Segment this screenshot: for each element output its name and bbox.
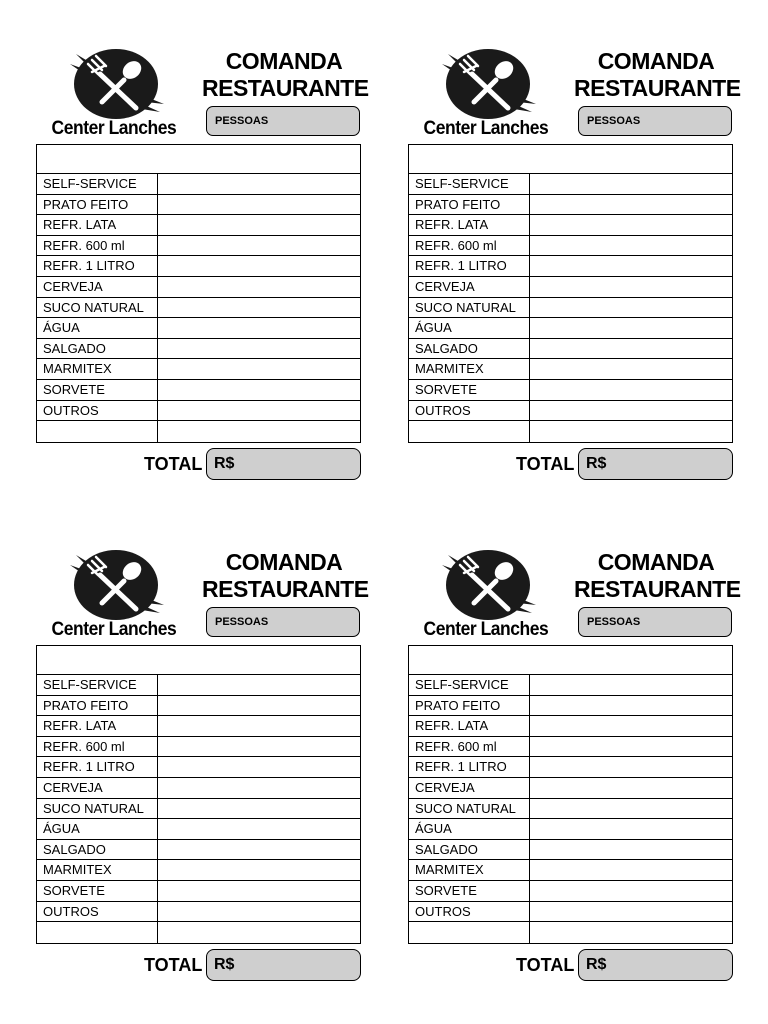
item-value-cell[interactable] (158, 277, 360, 297)
items-rows (409, 174, 732, 442)
table-row (37, 236, 360, 257)
items-table (408, 645, 733, 944)
table-row (409, 819, 732, 840)
item-label: SELF-SERVICE (37, 675, 158, 695)
table-row (37, 277, 360, 298)
item-label: OUTROS (409, 902, 530, 922)
item-value-cell[interactable] (158, 860, 360, 880)
currency-label: R$ (214, 455, 235, 472)
title-line-1: COMANDA (597, 549, 715, 575)
table-row (409, 737, 732, 758)
item-value-cell[interactable] (158, 380, 360, 400)
fork-and-spoon-icon (438, 46, 538, 126)
item-label: REFR. LATA (409, 716, 530, 736)
page-title (202, 48, 369, 102)
item-label: SORVETE (37, 380, 158, 400)
table-row (409, 860, 732, 881)
table-row (37, 174, 360, 195)
item-value-cell[interactable] (158, 922, 360, 943)
table-row (409, 236, 732, 257)
table-row (37, 318, 360, 339)
table-row (37, 298, 360, 319)
items-rows (37, 174, 360, 442)
table-row (409, 195, 732, 216)
item-value-cell[interactable] (158, 339, 360, 359)
items-rows (409, 675, 732, 943)
item-label: REFR. 1 LITRO (409, 757, 530, 777)
item-label: SUCO NATURAL (37, 799, 158, 819)
item-value-cell[interactable] (530, 236, 732, 256)
item-label: OUTROS (37, 401, 158, 421)
item-label: MARMITEX (37, 359, 158, 379)
item-label: PRATO FEITO (37, 696, 158, 716)
brand-name: Center Lanches (423, 118, 549, 139)
item-label: SELF-SERVICE (37, 174, 158, 194)
item-label: CERVEJA (37, 778, 158, 798)
item-value-cell[interactable] (530, 380, 732, 400)
item-label: OUTROS (37, 902, 158, 922)
title-line-1: COMANDA (225, 48, 343, 74)
item-label: REFR. 1 LITRO (37, 757, 158, 777)
comanda-card-2 (408, 46, 741, 486)
item-value-cell[interactable] (158, 401, 360, 421)
total-label: TOTAL (516, 955, 575, 975)
pessoas-field[interactable] (206, 106, 360, 136)
item-label: REFR. LATA (37, 215, 158, 235)
item-label: SORVETE (409, 380, 530, 400)
item-value-cell[interactable] (530, 757, 732, 777)
total-label: TOTAL (516, 454, 575, 474)
comanda-card-4 (408, 547, 741, 987)
total-field[interactable] (206, 949, 361, 981)
table-row (37, 421, 360, 442)
table-row (37, 819, 360, 840)
table-row (409, 215, 732, 236)
item-value-cell[interactable] (530, 860, 732, 880)
table-row (37, 256, 360, 277)
item-value-cell[interactable] (158, 778, 360, 798)
table-row (37, 380, 360, 401)
pessoas-label: PESSOAS (215, 616, 269, 628)
item-value-cell[interactable] (158, 716, 360, 736)
item-label: PRATO FEITO (409, 696, 530, 716)
pessoas-label: PESSOAS (215, 115, 269, 127)
pessoas-field[interactable] (578, 106, 732, 136)
table-row (409, 902, 732, 923)
table-row (37, 401, 360, 422)
total-label: TOTAL (144, 454, 203, 474)
item-value-cell[interactable] (530, 401, 732, 421)
table-row (37, 902, 360, 923)
item-value-cell[interactable] (530, 902, 732, 922)
item-label: ÁGUA (409, 318, 530, 338)
item-label: REFR. LATA (37, 716, 158, 736)
item-label: MARMITEX (37, 860, 158, 880)
table-row (37, 675, 360, 696)
table-row (409, 339, 732, 360)
table-row (37, 696, 360, 717)
items-rows (37, 675, 360, 943)
item-label: SALGADO (37, 339, 158, 359)
item-value-cell[interactable] (158, 359, 360, 379)
item-label: SELF-SERVICE (409, 174, 530, 194)
item-value-cell[interactable] (530, 215, 732, 235)
title-line-2: RESTAURANTE (202, 576, 369, 602)
title-line-2: RESTAURANTE (202, 75, 369, 101)
item-label (409, 922, 530, 943)
table-row (409, 359, 732, 380)
item-label: SELF-SERVICE (409, 675, 530, 695)
item-value-cell[interactable] (158, 421, 360, 442)
item-label: REFR. 600 ml (37, 236, 158, 256)
table-row (409, 298, 732, 319)
item-value-cell[interactable] (158, 256, 360, 276)
item-value-cell[interactable] (158, 675, 360, 695)
pessoas-field[interactable] (578, 607, 732, 637)
item-label: ÁGUA (37, 318, 158, 338)
title-line-2: RESTAURANTE (574, 576, 741, 602)
item-label: REFR. 600 ml (37, 737, 158, 757)
item-value-cell[interactable] (158, 819, 360, 839)
table-row (37, 737, 360, 758)
item-label (37, 421, 158, 442)
table-row (409, 840, 732, 861)
item-label: SORVETE (37, 881, 158, 901)
item-label: SORVETE (409, 881, 530, 901)
item-value-cell[interactable] (158, 696, 360, 716)
item-label: MARMITEX (409, 359, 530, 379)
item-value-cell[interactable] (158, 215, 360, 235)
currency-label: R$ (586, 956, 607, 973)
total-field[interactable] (206, 448, 361, 480)
table-row (37, 881, 360, 902)
item-label: REFR. 1 LITRO (37, 256, 158, 276)
items-table (36, 645, 361, 944)
item-value-cell[interactable] (530, 696, 732, 716)
page-title (574, 549, 741, 603)
comanda-card-1 (36, 46, 369, 486)
table-row (409, 778, 732, 799)
table-row (409, 421, 732, 442)
table-row (37, 840, 360, 861)
item-label: REFR. 600 ml (409, 737, 530, 757)
item-value-cell[interactable] (158, 737, 360, 757)
table-row (37, 339, 360, 360)
table-row (409, 799, 732, 820)
item-label: CERVEJA (409, 277, 530, 297)
item-value-cell[interactable] (530, 737, 732, 757)
table-header-blank[interactable] (409, 145, 732, 174)
table-row (409, 380, 732, 401)
table-row (37, 757, 360, 778)
item-value-cell[interactable] (158, 902, 360, 922)
item-label: SUCO NATURAL (409, 799, 530, 819)
item-value-cell[interactable] (530, 778, 732, 798)
item-value-cell[interactable] (158, 799, 360, 819)
item-label (37, 922, 158, 943)
table-header-blank[interactable] (37, 646, 360, 675)
table-row (409, 716, 732, 737)
brand-name: Center Lanches (423, 619, 549, 640)
fork-and-spoon-icon (66, 547, 166, 627)
comanda-card-3 (36, 547, 369, 987)
item-value-cell[interactable] (158, 881, 360, 901)
currency-label: R$ (214, 956, 235, 973)
table-row (409, 277, 732, 298)
brand-name: Center Lanches (51, 619, 177, 640)
title-line-1: COMANDA (597, 48, 715, 74)
table-row (409, 922, 732, 943)
item-value-cell[interactable] (530, 195, 732, 215)
table-row (409, 696, 732, 717)
table-row (409, 881, 732, 902)
item-value-cell[interactable] (530, 716, 732, 736)
item-label: REFR. 600 ml (409, 236, 530, 256)
table-row (409, 256, 732, 277)
item-label: PRATO FEITO (37, 195, 158, 215)
item-value-cell[interactable] (530, 840, 732, 860)
item-label (409, 421, 530, 442)
item-label: MARMITEX (409, 860, 530, 880)
item-value-cell[interactable] (530, 359, 732, 379)
table-row (37, 716, 360, 737)
item-value-cell[interactable] (530, 256, 732, 276)
item-label: ÁGUA (37, 819, 158, 839)
table-row (37, 799, 360, 820)
title-line-1: COMANDA (225, 549, 343, 575)
table-row (37, 778, 360, 799)
page-title (574, 48, 741, 102)
item-value-cell[interactable] (158, 298, 360, 318)
fork-and-spoon-icon (66, 46, 166, 126)
fork-and-spoon-icon (438, 547, 538, 627)
item-label: SUCO NATURAL (409, 298, 530, 318)
table-row (409, 318, 732, 339)
total-field[interactable] (578, 949, 733, 981)
item-label: CERVEJA (37, 277, 158, 297)
table-row (37, 922, 360, 943)
item-value-cell[interactable] (158, 757, 360, 777)
title-line-2: RESTAURANTE (574, 75, 741, 101)
pessoas-field[interactable] (206, 607, 360, 637)
item-value-cell[interactable] (530, 922, 732, 943)
item-value-cell[interactable] (530, 277, 732, 297)
item-label: SALGADO (409, 339, 530, 359)
item-value-cell[interactable] (158, 195, 360, 215)
table-row (409, 675, 732, 696)
table-row (409, 401, 732, 422)
table-row (409, 174, 732, 195)
item-value-cell[interactable] (530, 881, 732, 901)
item-label: ÁGUA (409, 819, 530, 839)
total-field[interactable] (578, 448, 733, 480)
page-title (202, 549, 369, 603)
item-value-cell[interactable] (158, 174, 360, 194)
table-row (37, 359, 360, 380)
item-value-cell[interactable] (158, 318, 360, 338)
item-value-cell[interactable] (158, 236, 360, 256)
item-label: REFR. LATA (409, 215, 530, 235)
table-row (37, 215, 360, 236)
item-value-cell[interactable] (158, 840, 360, 860)
item-label: SALGADO (409, 840, 530, 860)
table-header-blank[interactable] (409, 646, 732, 675)
table-row (37, 860, 360, 881)
table-row (409, 757, 732, 778)
item-value-cell[interactable] (530, 298, 732, 318)
brand-name: Center Lanches (51, 118, 177, 139)
item-value-cell[interactable] (530, 421, 732, 442)
items-table (36, 144, 361, 443)
item-value-cell[interactable] (530, 318, 732, 338)
table-header-blank[interactable] (37, 145, 360, 174)
item-value-cell[interactable] (530, 174, 732, 194)
total-label: TOTAL (144, 955, 203, 975)
pessoas-label: PESSOAS (587, 616, 641, 628)
pessoas-label: PESSOAS (587, 115, 641, 127)
table-row (37, 195, 360, 216)
currency-label: R$ (586, 455, 607, 472)
item-label: SALGADO (37, 840, 158, 860)
items-table (408, 144, 733, 443)
item-label: PRATO FEITO (409, 195, 530, 215)
item-label: CERVEJA (409, 778, 530, 798)
item-label: SUCO NATURAL (37, 298, 158, 318)
item-value-cell[interactable] (530, 799, 732, 819)
item-value-cell[interactable] (530, 339, 732, 359)
item-value-cell[interactable] (530, 675, 732, 695)
item-label: REFR. 1 LITRO (409, 256, 530, 276)
item-label: OUTROS (409, 401, 530, 421)
item-value-cell[interactable] (530, 819, 732, 839)
